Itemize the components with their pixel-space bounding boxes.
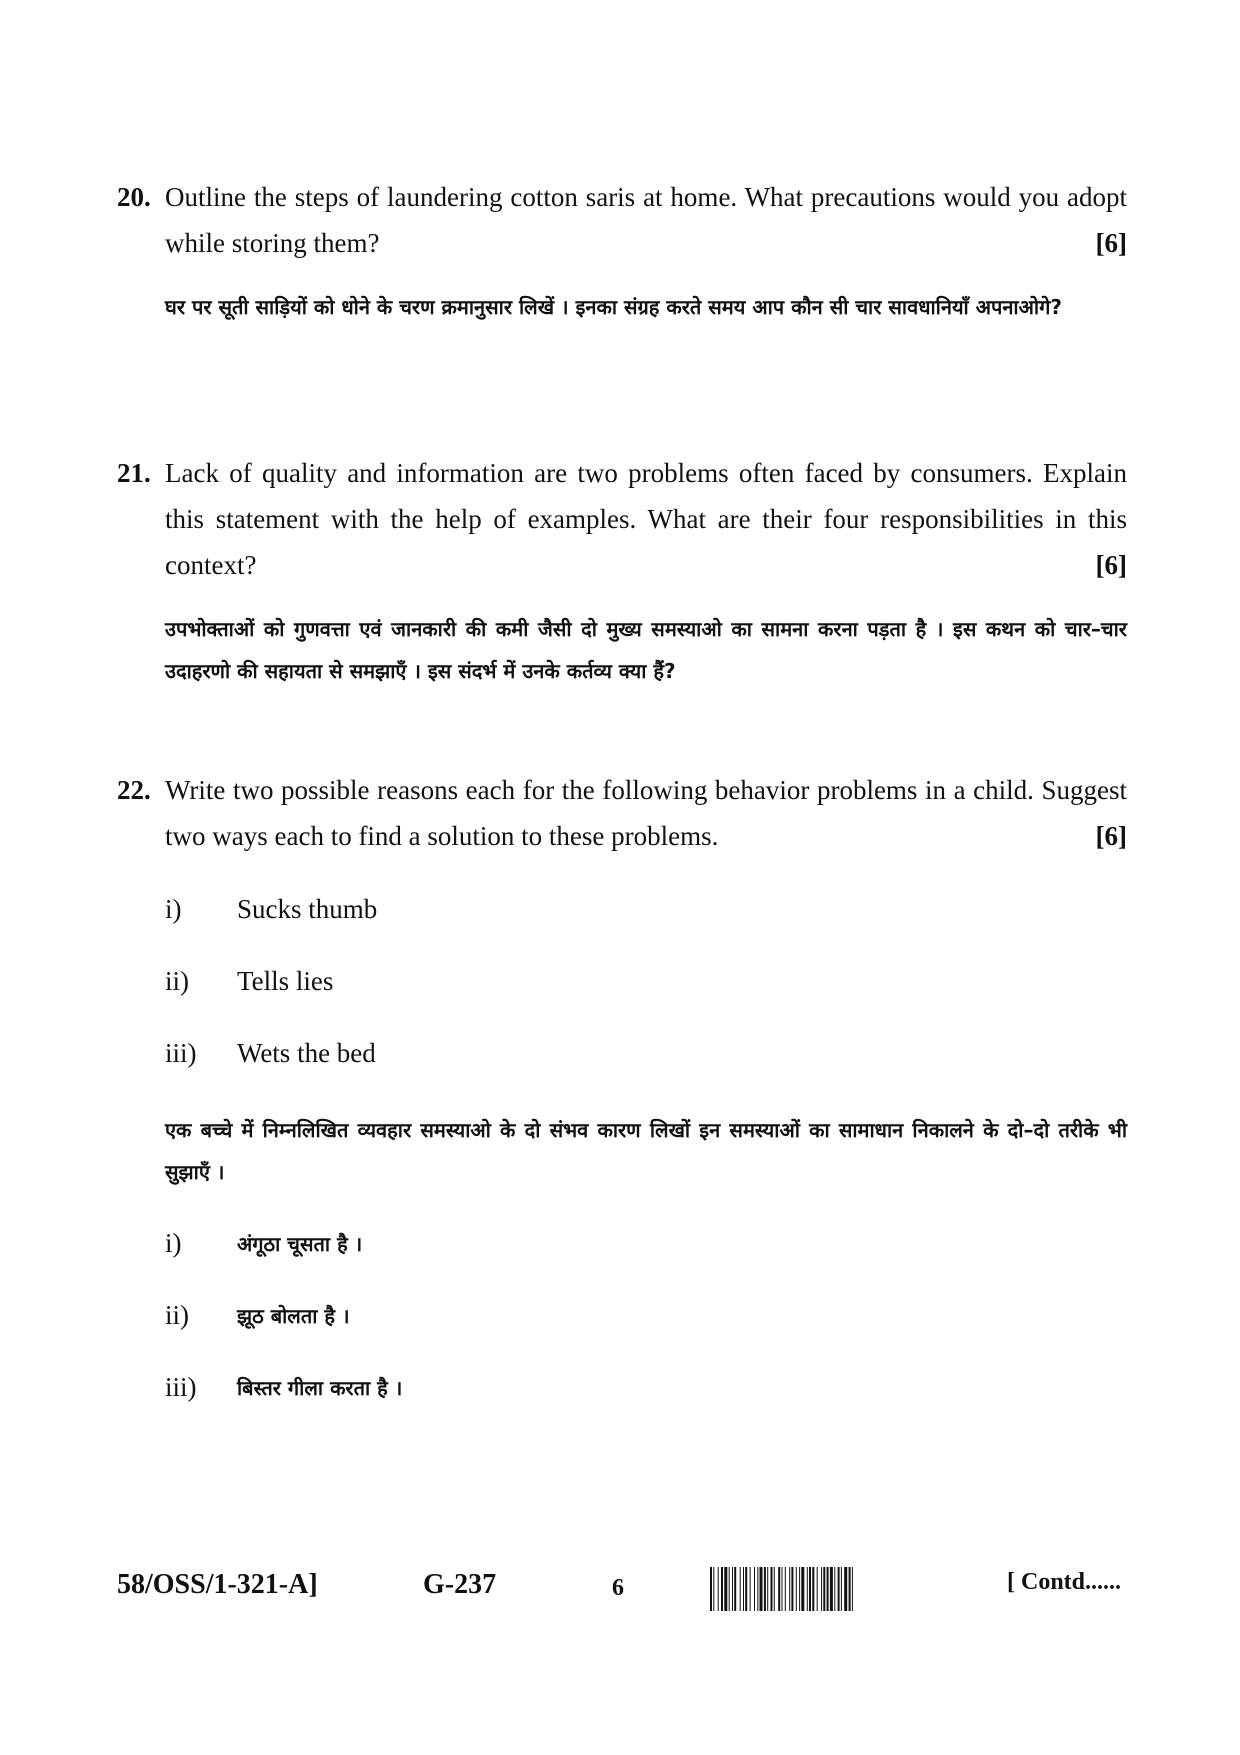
barcode-bar xyxy=(801,1567,804,1611)
barcode-bar xyxy=(823,1567,825,1611)
item-text: अंगूठा चूसता है । xyxy=(237,1231,363,1256)
barcode-bar xyxy=(764,1567,766,1611)
barcode-bar xyxy=(834,1567,835,1611)
question-text-english: Lack of quality and information are two problems often faced by consumers. Explain this statement with the help of examples. What are their four responsibilities in this context? xyxy=(165,458,1127,580)
marks-label: [6] xyxy=(1095,550,1127,580)
question-text xyxy=(165,450,1127,588)
item-text: झूठ बोलता है । xyxy=(237,1303,350,1328)
sub-items-hindi xyxy=(165,1207,1127,1423)
list-item xyxy=(165,873,1127,945)
question-20 xyxy=(117,174,1127,328)
item-numeral: iii) xyxy=(165,1037,197,1068)
barcode-bar xyxy=(849,1567,851,1611)
barcode-bar xyxy=(740,1567,741,1611)
barcode-bar xyxy=(812,1567,814,1611)
barcode-bar xyxy=(771,1567,773,1611)
barcode xyxy=(710,1567,982,1611)
barcode-bar xyxy=(830,1567,833,1611)
barcode-bar xyxy=(743,1567,744,1611)
item-numeral: ii) xyxy=(165,1299,189,1330)
barcode-bar xyxy=(732,1567,733,1611)
barcode-bar xyxy=(841,1567,842,1611)
barcode-bar xyxy=(729,1567,730,1611)
question-text-hindi: घर पर सूती साड़ियों को धोने के चरण क्रमानुसार लिखें । इनका संग्रह करते समय आप कौन सी चार सावधानियाँ अपनाओगे? xyxy=(165,295,1062,319)
question-text-english: Write two possible reasons each for the following behavior problems in a child. Suggest two ways each to find a solution to these problems. xyxy=(165,775,1127,851)
list-item xyxy=(165,945,1127,1017)
barcode-bar xyxy=(767,1567,768,1611)
barcode-bar xyxy=(713,1567,714,1611)
barcode-bar xyxy=(799,1567,800,1611)
question-number: 22. xyxy=(117,775,151,805)
barcode-bar xyxy=(734,1567,736,1611)
barcode-bar xyxy=(821,1567,822,1611)
sub-items-english xyxy=(165,873,1127,1089)
barcode-bar xyxy=(838,1567,840,1611)
item-numeral: iii) xyxy=(165,1371,197,1402)
page-footer xyxy=(117,1555,1127,1615)
list-item xyxy=(165,1351,1127,1423)
marks-label: [6] xyxy=(1095,821,1127,851)
barcode-bar xyxy=(750,1567,751,1611)
question-text-english: Outline the steps of laundering cotton saris at home. What precautions would you adopt while storing them? xyxy=(165,182,1127,258)
item-text: बिस्तर गीला करता है । xyxy=(237,1375,403,1400)
barcode-bar xyxy=(807,1567,808,1611)
item-text: Tells lies xyxy=(237,965,334,996)
paper-code: 58/OSS/1-321-A] xyxy=(117,1569,318,1600)
list-item xyxy=(165,1279,1127,1351)
item-numeral: i) xyxy=(165,893,182,924)
barcode-bar xyxy=(796,1567,797,1611)
question-text xyxy=(165,174,1127,266)
barcode-bar xyxy=(718,1567,719,1611)
question-number: 21. xyxy=(117,458,151,488)
question-22 xyxy=(117,767,1127,1423)
barcode-bar xyxy=(782,1567,783,1611)
barcode-bar xyxy=(809,1567,811,1611)
question-text xyxy=(165,767,1127,859)
barcode-bar xyxy=(745,1567,747,1611)
barcode-bar xyxy=(760,1567,763,1611)
question-text-hindi: एक बच्चे में निम्नलिखित व्यवहार समस्याओ के दो संभव कारण लिखों इन समस्याओं का सामाधान निकालने के दो–दो तरीके भी सुझाएँ । xyxy=(165,1118,1127,1184)
series-code: G-237 xyxy=(423,1569,497,1600)
question-21 xyxy=(117,450,1127,692)
barcode-bar xyxy=(774,1567,775,1611)
barcode-bar xyxy=(844,1567,847,1611)
item-text: Wets the bed xyxy=(237,1037,376,1068)
barcode-bar xyxy=(789,1567,790,1611)
list-item xyxy=(165,1207,1127,1279)
question-number: 20. xyxy=(117,182,151,212)
barcode-bar xyxy=(785,1567,786,1611)
barcode-bar xyxy=(757,1567,758,1611)
barcode-bar xyxy=(817,1567,818,1611)
barcode-bar xyxy=(827,1567,829,1611)
item-numeral: i) xyxy=(165,1227,182,1258)
list-item xyxy=(165,1017,1127,1089)
barcode-bar xyxy=(778,1567,780,1611)
barcode-bar xyxy=(852,1567,853,1611)
item-numeral: ii) xyxy=(165,965,189,996)
continued-label: [ Contd...... xyxy=(1007,1569,1122,1595)
barcode-bar xyxy=(710,1567,712,1611)
barcode-bar xyxy=(754,1567,755,1611)
barcode-bar xyxy=(721,1567,723,1611)
barcode-bar xyxy=(791,1567,793,1611)
page-number: 6 xyxy=(612,1575,624,1601)
item-text: Sucks thumb xyxy=(237,893,378,924)
barcode-bar xyxy=(724,1567,727,1611)
question-text-hindi: उपभोक्ताओं को गुणवत्ता एवं जानकारी की कमी जैसी दो मुख्य समस्याओ का सामना करना पड़ता है । इस कथन को चार–चार उदाहरणो की सहायता से समझाएँ । इस संदर्भ में उनके कर्तव्य क्या हैं? xyxy=(165,617,1127,683)
marks-label: [6] xyxy=(1095,228,1127,258)
